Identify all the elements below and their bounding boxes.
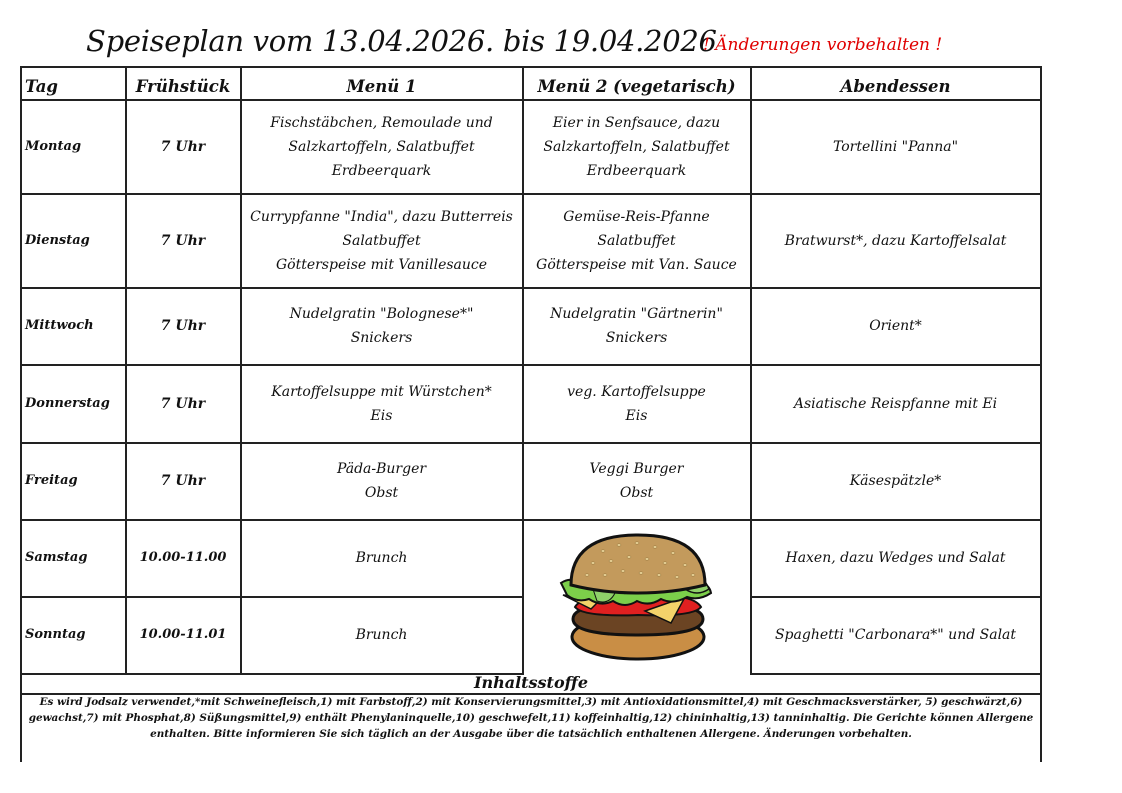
dish-line: Snickers — [605, 330, 668, 346]
dinner-cell: Bratwurst*, dazu Kartoffelsalat — [784, 232, 1007, 249]
dish-line: Obst — [619, 485, 654, 501]
dish-line: Eis — [370, 407, 393, 424]
dinner-cell: Käsespätzle* — [849, 473, 942, 489]
dish-line: Salzkartoffeln, Salatbuffet — [543, 138, 730, 155]
menu1-cell — [241, 520, 522, 596]
breakfast-time-cell: 10.00-11.01 — [139, 627, 227, 642]
ingredients-title: Inhaltsstoffe — [473, 673, 589, 692]
dish-line: Salatbuffet — [342, 232, 421, 249]
column-header-breakfast: Frühstück — [135, 77, 231, 96]
breakfast-time-cell: 7 Uhr — [160, 395, 206, 412]
menu2-cell — [523, 443, 750, 519]
menu1-cell — [241, 365, 522, 442]
menu2-cell — [523, 100, 750, 193]
dish-line: Snickers — [350, 330, 413, 346]
day-cell: Freitag — [25, 473, 78, 488]
dish-line: Kartoffelsuppe mit Würstchen* — [271, 383, 492, 400]
menu1-cell — [241, 443, 522, 519]
dish-line: Erdbeerquark — [331, 162, 432, 179]
column-header-dinner: Abendessen — [840, 77, 951, 96]
breakfast-time-cell: 7 Uhr — [160, 318, 206, 334]
breakfast-time-cell: 7 Uhr — [160, 473, 206, 489]
dish-line: Eis — [625, 407, 648, 424]
page-title: Speiseplan vom 13.04.2026. bis 19.04.2026 — [86, 24, 717, 58]
menu2-cell — [523, 194, 750, 287]
dish-line: Nudelgratin "Gärtnerin" — [550, 306, 723, 322]
dish-line: Currypfanne "India", dazu Butterreis — [250, 208, 513, 225]
day-cell: Donnerstag — [25, 395, 110, 411]
dish-line: veg. Kartoffelsuppe — [567, 383, 706, 400]
day-cell: Samstag — [25, 550, 88, 565]
burger-icon — [553, 527, 723, 667]
menu1-cell — [241, 194, 522, 287]
dish-line: Fischstäbchen, Remoulade und — [270, 114, 493, 131]
dish-line: Gemüse-Reis-Pfanne — [563, 208, 710, 225]
dish-line: Obst — [364, 485, 399, 501]
menu1-cell — [241, 100, 522, 193]
menu2-cell — [523, 365, 750, 442]
dinner-cell: Asiatische Reispfanne mit Ei — [793, 395, 998, 412]
changes-notice: ! Änderungen vorbehalten ! — [703, 35, 943, 55]
breakfast-time-cell: 10.00-11.00 — [139, 550, 227, 565]
dish-line: Veggi Burger — [589, 461, 684, 477]
ingredients-legend: Es wird Jodsalz verwendet,*mit Schweinefleisch,1) mit Farbstoff,2) mit Konservierungsmittel,3) mit Antioxidationsmittel,4) mit Geschmacksverstärker, 5) geschwärzt,6) gewachst,7) mit Phosphat,8) Süßungsmittel,9) enthält Phenylaninquelle,10) geschwefelt,11) koffeinhaltig,12) chininhaltig,13) tanninhaltig. Die Gerichte können Allergene enthalten. Bitte informieren Sie sich täglich an der Ausgabe über die tatsächlich enthaltenen Allergene. Änderungen vorbehalten. — [28, 696, 1034, 740]
menu1-cell — [241, 597, 522, 673]
dish-line: Päda-Burger — [336, 461, 427, 477]
dish-line: Brunch — [355, 550, 408, 566]
column-header-menu2: Menü 2 (vegetarisch) — [537, 77, 736, 96]
menu1-cell — [241, 288, 522, 364]
dish-line: Salatbuffet — [597, 232, 676, 249]
dinner-cell: Haxen, dazu Wedges und Salat — [785, 550, 1006, 566]
dish-line: Erdbeerquark — [586, 162, 687, 179]
dish-line: Salzkartoffeln, Salatbuffet — [288, 138, 475, 155]
menu2-cell — [523, 288, 750, 364]
column-header-day: Tag — [25, 77, 58, 96]
breakfast-time-cell: 7 Uhr — [160, 138, 206, 155]
dish-line: Götterspeise mit Vanillesauce — [275, 256, 488, 273]
table-border-right — [1040, 66, 1042, 762]
dish-line: Götterspeise mit Van. Sauce — [536, 256, 737, 273]
dinner-cell: Orient* — [869, 318, 922, 334]
day-cell: Dienstag — [25, 232, 90, 248]
dish-line: Eier in Senfsauce, dazu — [552, 114, 721, 131]
dinner-cell: Tortellini "Panna" — [832, 138, 959, 155]
column-header-menu1: Menü 1 — [346, 77, 417, 96]
dinner-cell: Spaghetti "Carbonara*" und Salat — [774, 627, 1017, 643]
breakfast-time-cell: 7 Uhr — [160, 232, 206, 249]
day-cell: Montag — [25, 138, 82, 154]
dish-line: Brunch — [355, 627, 408, 643]
day-cell: Sonntag — [25, 627, 86, 642]
day-cell: Mittwoch — [25, 318, 94, 333]
dish-line: Nudelgratin "Bolognese*" — [289, 306, 474, 322]
